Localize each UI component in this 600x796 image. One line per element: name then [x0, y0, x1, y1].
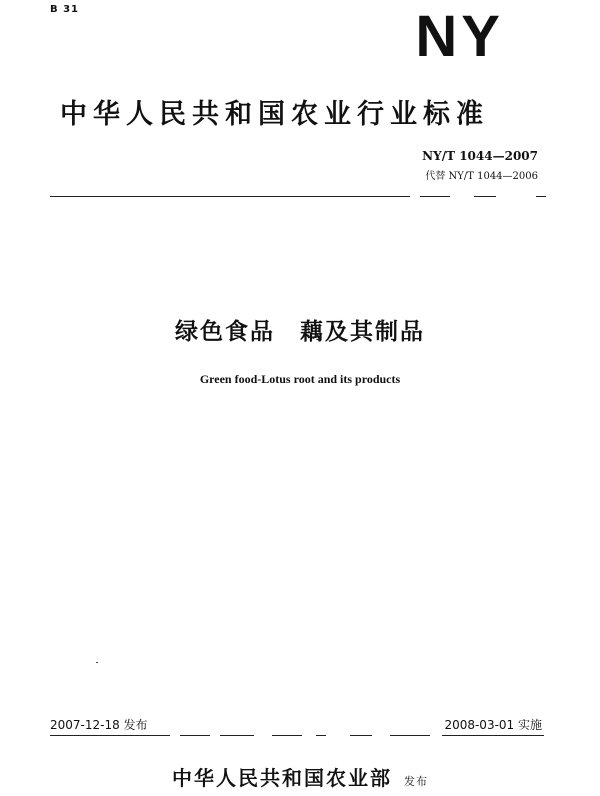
standard-number: NY/T 1044—2007: [422, 149, 538, 163]
ny-logo: NY: [415, 4, 504, 69]
standard-category-heading: 中华人民共和国农业行业标准: [60, 99, 489, 130]
issuer-line: [0, 762, 600, 791]
classification-code: B 31: [50, 4, 80, 15]
issuer-name: 中华人民共和国农业部: [172, 766, 392, 790]
implementation-date: 2008-03-01 实施: [444, 718, 542, 732]
footer-rule: [50, 735, 544, 736]
issue-date: 2007-12-18 发布: [50, 718, 148, 732]
document-title-english: Green food-Lotus root and its products: [199, 372, 401, 386]
scan-speck: [96, 662, 98, 663]
replaces-note: 代替 NY/T 1044—2006: [425, 171, 538, 182]
document-title-chinese: 绿色食品 藕及其制品: [175, 319, 425, 345]
issuer-suffix: 发布: [404, 775, 428, 788]
